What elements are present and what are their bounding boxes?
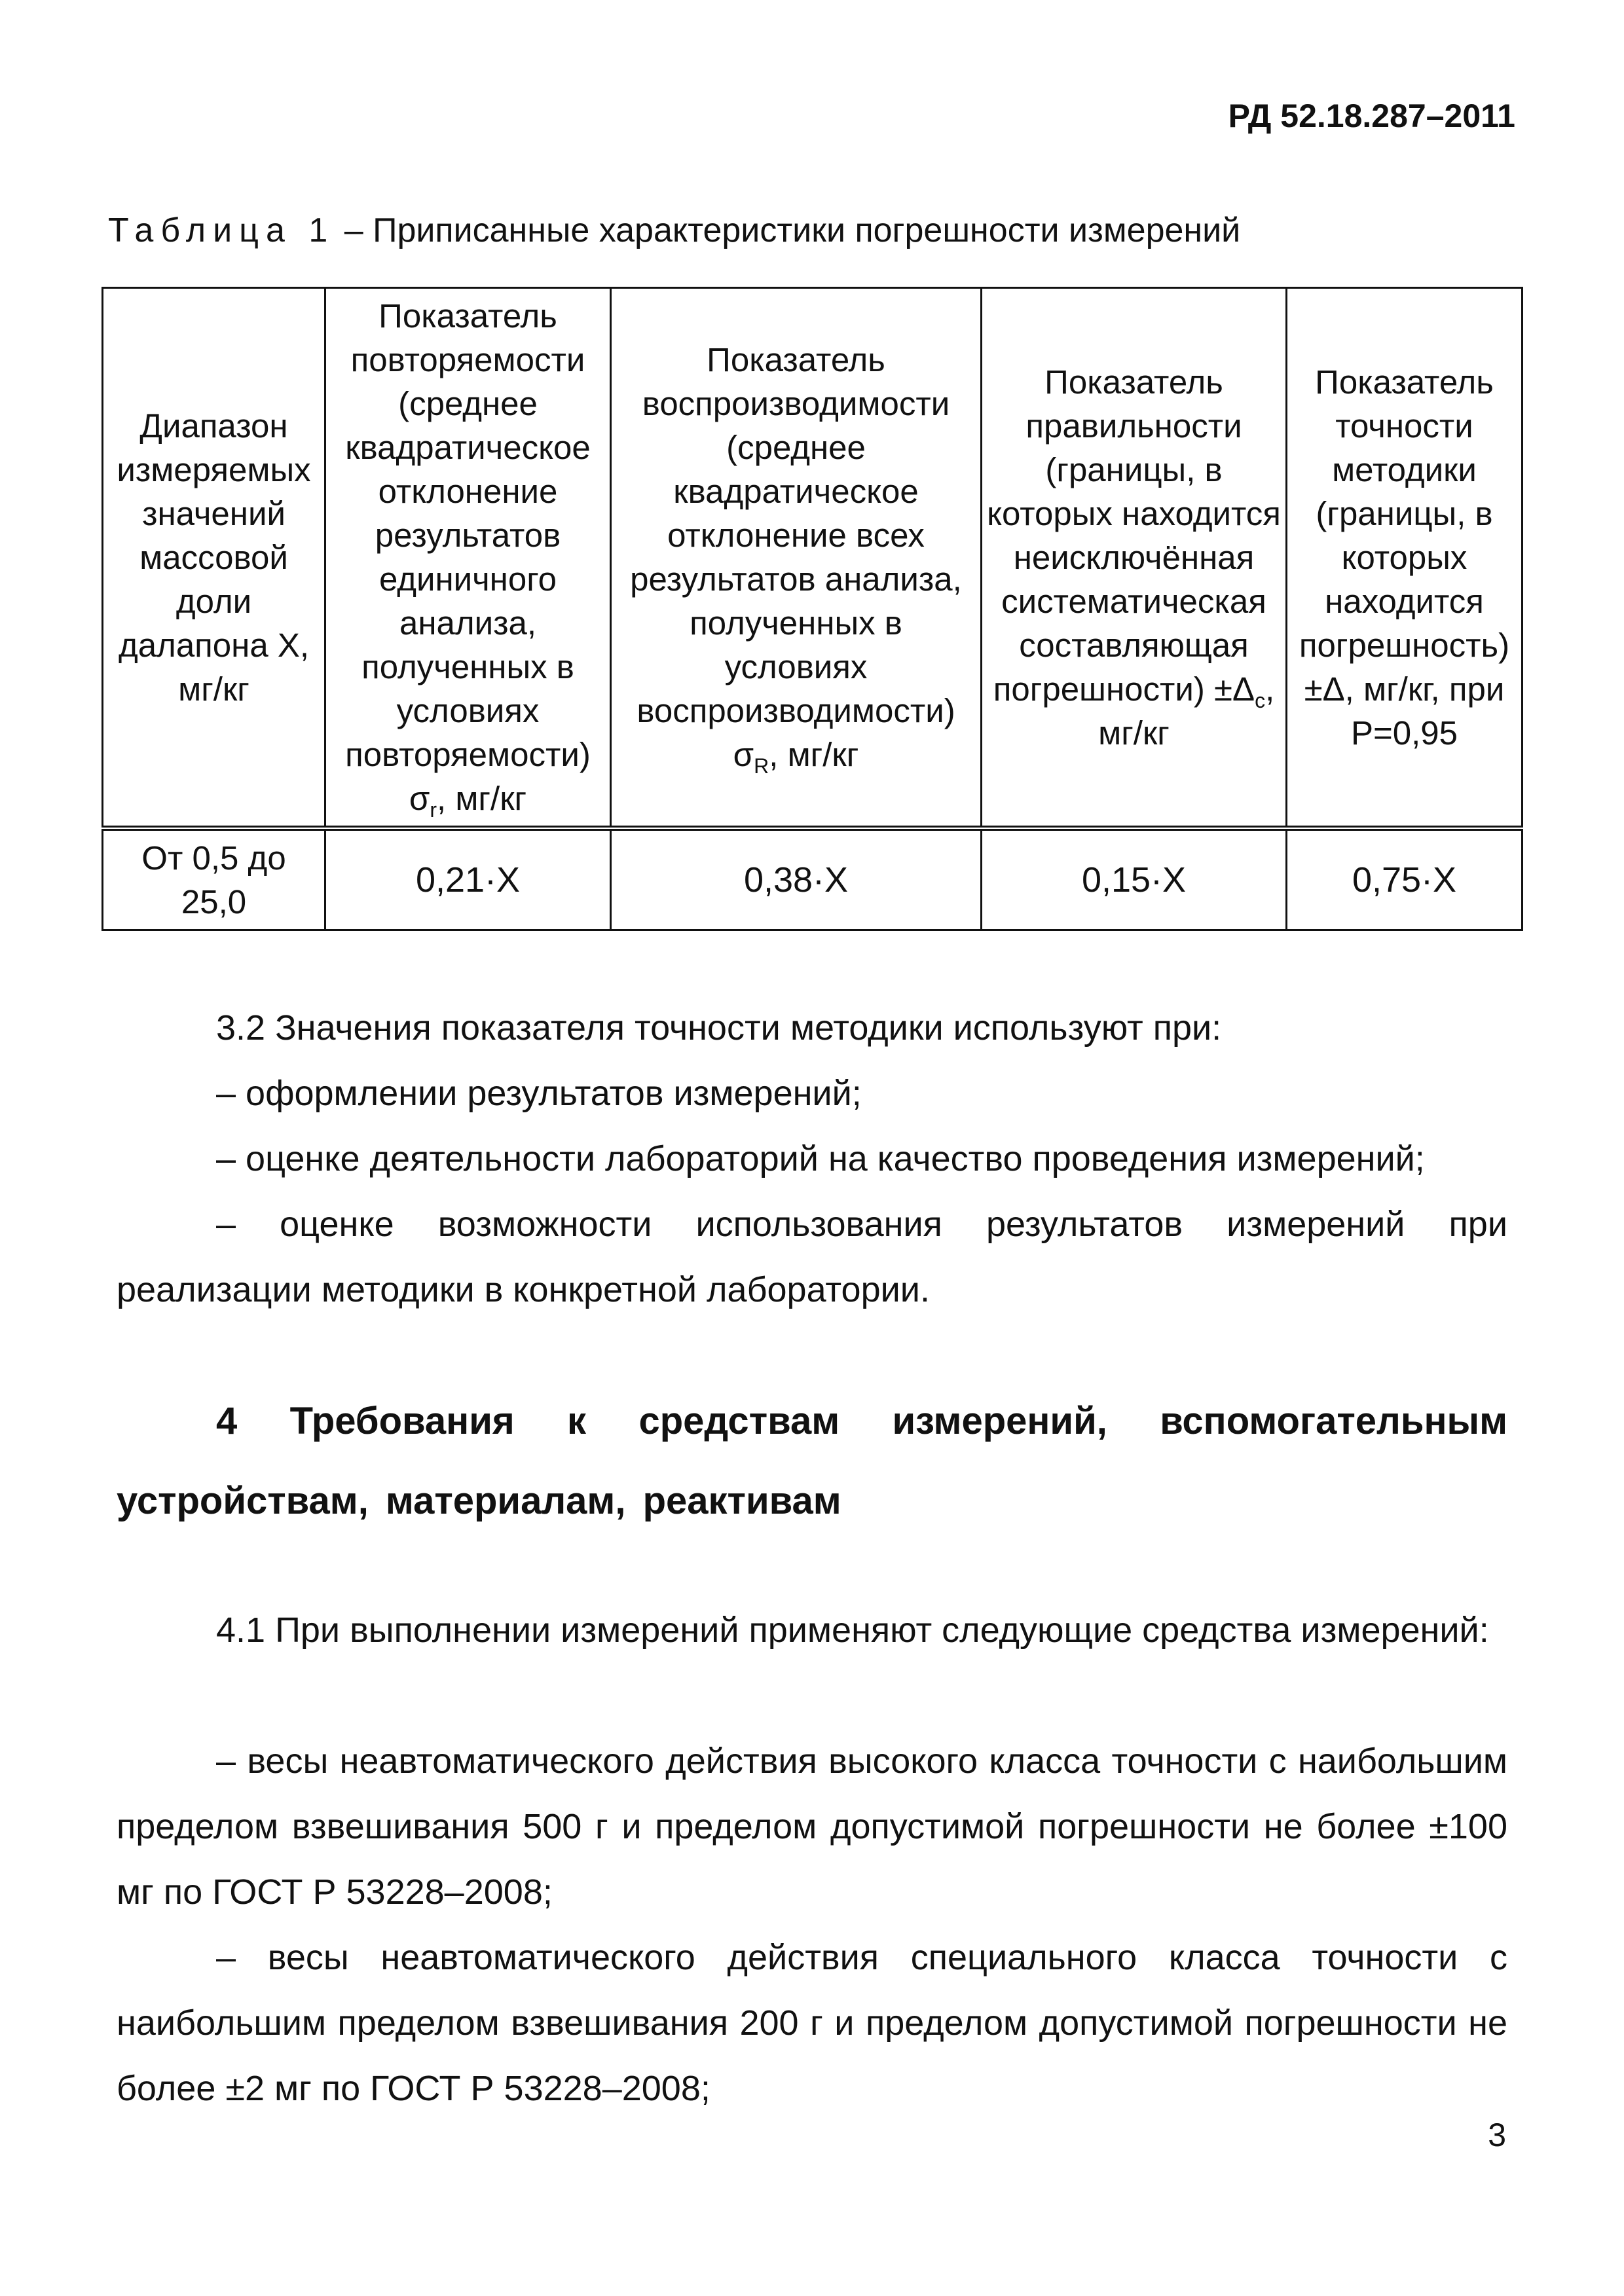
list-item: – весы неавтоматического действия высокого класса точности с наибольшим пределом взвешивания 500 г и пределом допустимой погрешности не более ±100 мг по ГОСТ Р 53228–2008;	[117, 1741, 1507, 1912]
column-header-accuracy: Показатель точности методики (границы, в которых находится погрешность) ±Δ, мг/кг, при Р=0,95	[1287, 288, 1522, 829]
column-header-range: Диапазон измеряемых значений массовой доли далапона Х, мг/кг	[103, 288, 325, 829]
cell-range: От 0,5 до 25,0	[103, 828, 325, 930]
section-4-heading: 4 Требования к средствам измерений, вспомогательным устройствам, материалам, реактивам	[117, 1400, 1507, 1522]
error-characteristics-table	[101, 287, 1523, 931]
document-code: РД 52.18.287–2011	[1228, 98, 1515, 134]
cell-reproducibility: 0,38·Х	[611, 828, 982, 930]
cell-repeatability: 0,21·Х	[325, 828, 611, 930]
cell-trueness: 0,15·Х	[982, 828, 1287, 930]
column-header-reproducibility-unit: , мг/кг	[769, 736, 859, 773]
paragraph-3-2: 3.2 Значения показателя точности методики используют при:	[216, 1008, 1222, 1048]
sigma-R-subscript: R	[754, 754, 769, 778]
column-header-trueness-unit: , мг/кг	[1098, 670, 1275, 752]
table-caption	[108, 211, 1240, 250]
column-header-reproducibility	[611, 288, 982, 829]
column-header-trueness	[982, 288, 1287, 829]
table-caption-text: – Приписанные характеристики погрешности измерений	[335, 211, 1241, 249]
delta-c-subscript: с	[1255, 688, 1266, 712]
list-item: – оценке деятельности лабораторий на качество проведения измерений;	[216, 1139, 1425, 1178]
column-header-reproducibility-text: Показатель воспроизводимости (среднее квадратическое отклонение всех результатов анализа, полученных в условиях воспроизводимости) σ	[630, 341, 962, 773]
column-header-repeatability	[325, 288, 611, 829]
table-header-row	[103, 288, 1522, 829]
table-caption-label: Таблица 1	[108, 211, 335, 249]
column-header-trueness-text: Показатель правильности (границы, в которых находится неисключённая систематическая составляющая погрешности) ±Δ	[987, 363, 1281, 708]
table-row	[103, 828, 1522, 930]
paragraph-4-1: 4.1 При выполнении измерений применяют следующие средства измерений:	[216, 1611, 1489, 1650]
column-header-repeatability-text: Показатель повторяемости (среднее квадратическое отклонение результатов единичного анализа, полученных в условиях повторяемости) σ	[345, 297, 591, 817]
column-header-repeatability-unit: , мг/кг	[437, 780, 527, 817]
list-item: – весы неавтоматического действия специального класса точности с наибольшим пределом взвешивания 200 г и пределом допустимой погрешности не более ±2 мг по ГОСТ Р 53228–2008;	[117, 1938, 1507, 2108]
sigma-r-subscript: r	[430, 798, 437, 822]
list-item: – оценке возможности использования результатов измерений при реализации методики в конкретной лаборатории.	[117, 1205, 1507, 1309]
list-item: – оформлении результатов измерений;	[216, 1074, 862, 1113]
cell-accuracy: 0,75·Х	[1287, 828, 1522, 930]
page-number: 3	[1488, 2117, 1506, 2153]
